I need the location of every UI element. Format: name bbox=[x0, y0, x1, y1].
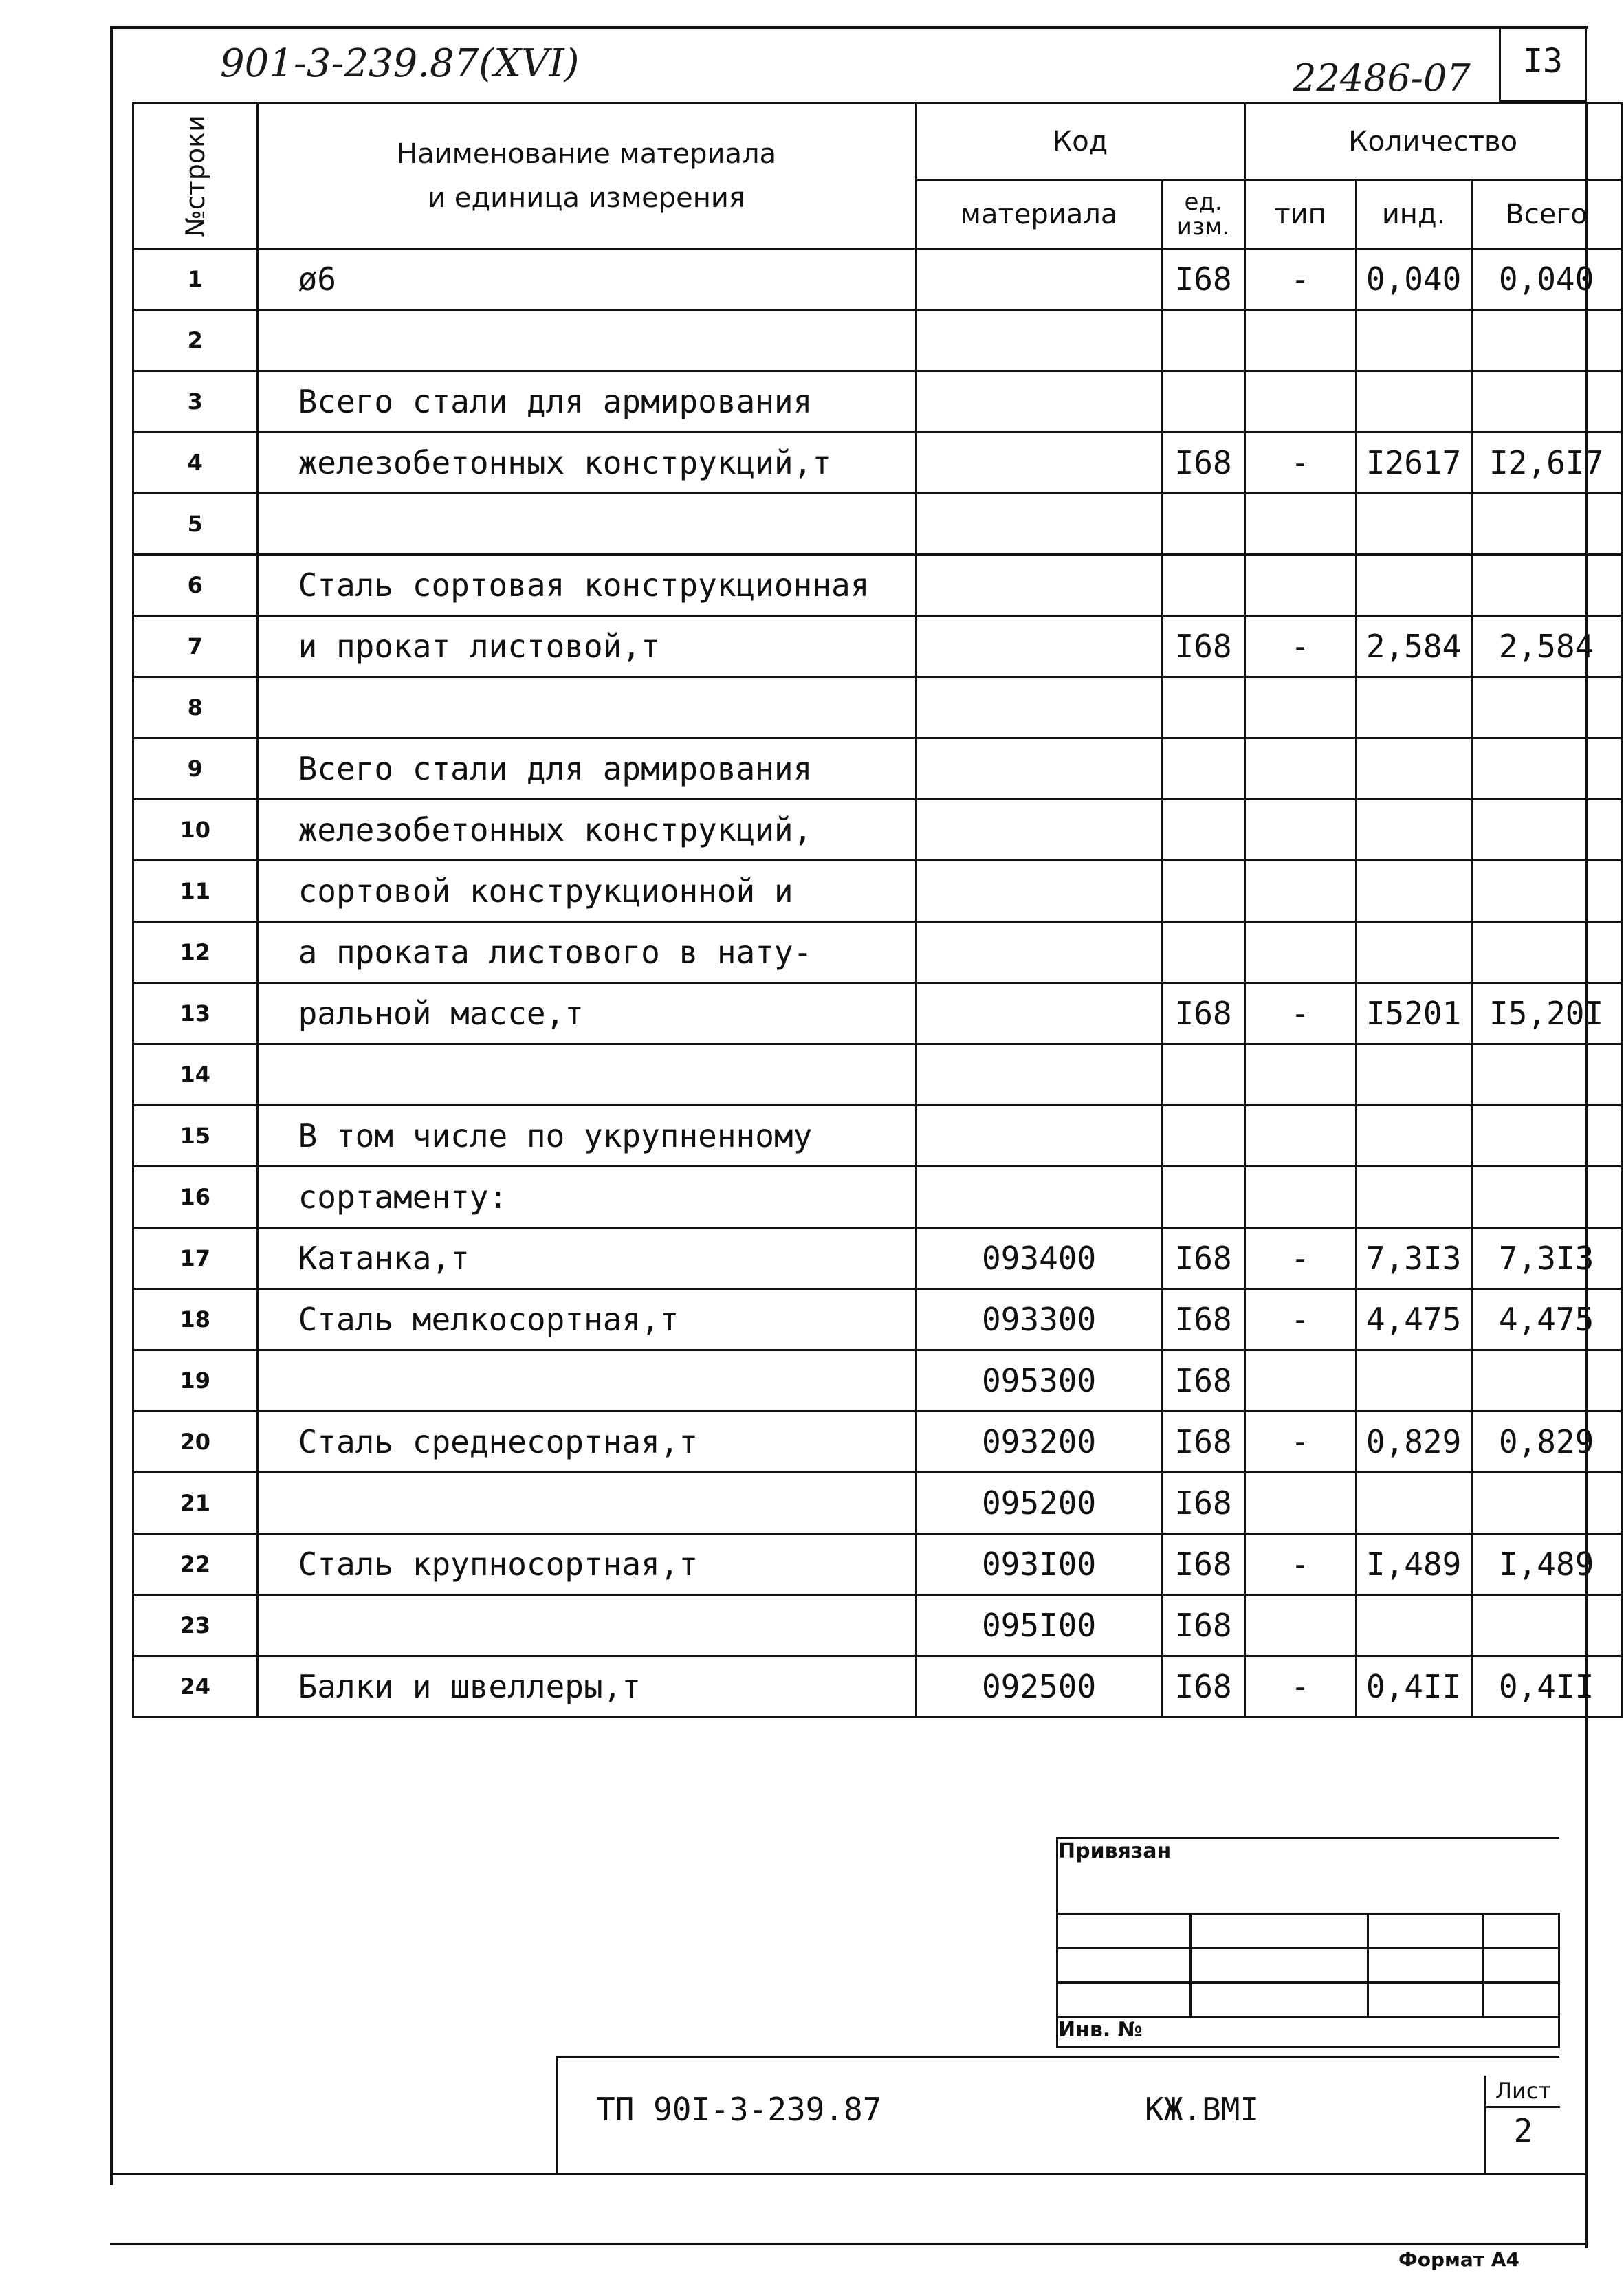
material-name-cell bbox=[257, 1595, 916, 1656]
table-row bbox=[133, 432, 1622, 494]
material-name-cell bbox=[257, 1473, 916, 1534]
material-code-cell bbox=[916, 249, 1162, 310]
row-number-cell: 15 bbox=[133, 1106, 258, 1167]
col-material-header: материала bbox=[916, 180, 1162, 249]
quantity-ind-cell bbox=[1356, 1167, 1471, 1228]
unit-code-cell bbox=[1162, 800, 1244, 861]
stamp-cell bbox=[1057, 1914, 1191, 1948]
unit-code-cell: I68 bbox=[1162, 616, 1244, 677]
table-row bbox=[133, 494, 1622, 555]
doc-ref: 901-3-239.87(XVI) bbox=[220, 41, 580, 86]
quantity-total-cell: 4,475 bbox=[1471, 1289, 1621, 1350]
col-rownum-header bbox=[133, 103, 258, 249]
unit-code-cell: I68 bbox=[1162, 1595, 1244, 1656]
material-code-cell bbox=[916, 310, 1162, 371]
quantity-total-cell: 0,040 bbox=[1471, 249, 1621, 310]
table-row bbox=[133, 1412, 1622, 1473]
material-name-cell bbox=[257, 310, 916, 371]
quantity-ind-cell: I2617 bbox=[1356, 432, 1471, 494]
quantity-total-cell bbox=[1471, 555, 1621, 616]
material-name-cell: железобетонных конструкций, bbox=[257, 800, 916, 861]
col-name-header bbox=[257, 103, 916, 249]
material-code-cell bbox=[916, 800, 1162, 861]
quantity-type-cell: - bbox=[1244, 1412, 1356, 1473]
quantity-ind-cell bbox=[1356, 861, 1471, 922]
code-group-label: Код bbox=[1052, 125, 1108, 157]
quantity-total-cell bbox=[1471, 1106, 1621, 1167]
sheet-label: Лист bbox=[1486, 2076, 1560, 2108]
quantity-total-cell bbox=[1471, 677, 1621, 738]
material-code-cell: 093300 bbox=[916, 1289, 1162, 1350]
table-row bbox=[133, 616, 1622, 677]
material-code-cell: 095200 bbox=[916, 1473, 1162, 1534]
stamp-cell bbox=[1057, 1948, 1191, 1983]
table-row bbox=[133, 371, 1622, 432]
quantity-total-cell: I2,6I7 bbox=[1471, 432, 1621, 494]
spec-table bbox=[132, 102, 1623, 1718]
row-number-cell: 1 bbox=[133, 249, 258, 310]
material-code-cell bbox=[916, 494, 1162, 555]
quantity-type-cell bbox=[1244, 1473, 1356, 1534]
table-row bbox=[133, 677, 1622, 738]
col-ind-header: инд. bbox=[1356, 180, 1471, 249]
unit-code-cell bbox=[1162, 1167, 1244, 1228]
unit-code-cell bbox=[1162, 310, 1244, 371]
material-name-cell: Балки и швеллеры,т bbox=[257, 1656, 916, 1717]
rownum-header-label: №строки bbox=[179, 114, 210, 237]
quantity-ind-cell: 0,040 bbox=[1356, 249, 1471, 310]
quantity-type-cell bbox=[1244, 1106, 1356, 1167]
stamp-cell bbox=[1484, 1914, 1559, 1948]
document-mark: КЖ.ВМI bbox=[1145, 2091, 1260, 2128]
quantity-total-cell bbox=[1471, 310, 1621, 371]
quantity-type-cell: - bbox=[1244, 1289, 1356, 1350]
row-number-cell: 19 bbox=[133, 1350, 258, 1412]
table-row bbox=[133, 922, 1622, 983]
row-number-cell: 17 bbox=[133, 1228, 258, 1289]
row-number-cell: 11 bbox=[133, 861, 258, 922]
material-code-cell bbox=[916, 371, 1162, 432]
quantity-total-cell: 2,584 bbox=[1471, 616, 1621, 677]
page-number-box bbox=[1499, 26, 1587, 102]
material-code-cell: 092500 bbox=[916, 1656, 1162, 1717]
table-row bbox=[133, 1289, 1622, 1350]
table-row bbox=[133, 983, 1622, 1044]
quantity-total-cell bbox=[1471, 1044, 1621, 1106]
frame-left-line bbox=[110, 26, 113, 2185]
row-number-cell: 10 bbox=[133, 800, 258, 861]
quantity-type-cell bbox=[1244, 310, 1356, 371]
material-code-cell bbox=[916, 432, 1162, 494]
quantity-ind-cell bbox=[1356, 1595, 1471, 1656]
unit-code-cell bbox=[1162, 861, 1244, 922]
material-code-cell: 093200 bbox=[916, 1412, 1162, 1473]
material-code-cell bbox=[916, 1106, 1162, 1167]
unit-code-cell bbox=[1162, 555, 1244, 616]
row-number-cell: 13 bbox=[133, 983, 258, 1044]
unit-code-cell: I68 bbox=[1162, 1473, 1244, 1534]
unit-code-cell bbox=[1162, 371, 1244, 432]
quantity-ind-cell bbox=[1356, 800, 1471, 861]
stamp-cell bbox=[1368, 1948, 1484, 1983]
quantity-type-cell bbox=[1244, 1167, 1356, 1228]
row-number-cell: 18 bbox=[133, 1289, 258, 1350]
quantity-type-cell bbox=[1244, 494, 1356, 555]
table-row bbox=[133, 1167, 1622, 1228]
quantity-type-cell bbox=[1244, 738, 1356, 800]
stamp-cell bbox=[1191, 1983, 1368, 2017]
material-name-cell: Сталь мелкосортная,т bbox=[257, 1289, 916, 1350]
project-code: ТП 90I-3-239.87 bbox=[596, 2091, 882, 2128]
table-row bbox=[133, 800, 1622, 861]
material-name-cell: ø6 bbox=[257, 249, 916, 310]
quantity-ind-cell: 7,3I3 bbox=[1356, 1228, 1471, 1289]
material-name-cell: Сталь сортовая конструкционная bbox=[257, 555, 916, 616]
sheet-number: 2 bbox=[1513, 2112, 1533, 2149]
quantity-total-cell bbox=[1471, 1167, 1621, 1228]
quantity-total-cell: 0,4II bbox=[1471, 1656, 1621, 1717]
material-code-cell bbox=[916, 677, 1162, 738]
frame-bottom-line bbox=[110, 2173, 1588, 2175]
material-name-cell: Всего стали для армирования bbox=[257, 738, 916, 800]
attached-label: Привязан bbox=[1058, 1839, 1172, 1863]
quantity-type-cell: - bbox=[1244, 1228, 1356, 1289]
table-row bbox=[133, 249, 1622, 310]
quantity-ind-cell bbox=[1356, 371, 1471, 432]
unit-code-cell bbox=[1162, 922, 1244, 983]
table-row bbox=[133, 1044, 1622, 1106]
material-name-cell: сортовой конструкционной и bbox=[257, 861, 916, 922]
material-code-cell bbox=[916, 983, 1162, 1044]
quantity-total-cell bbox=[1471, 861, 1621, 922]
quantity-ind-cell bbox=[1356, 677, 1471, 738]
quantity-total-cell bbox=[1471, 800, 1621, 861]
quantity-ind-cell bbox=[1356, 1044, 1471, 1106]
row-number-cell: 23 bbox=[133, 1595, 258, 1656]
page-number: I3 bbox=[1523, 42, 1563, 80]
format-line bbox=[110, 2243, 1588, 2245]
material-name-cell bbox=[257, 677, 916, 738]
material-name-cell bbox=[257, 1350, 916, 1412]
quantity-total-cell: I,489 bbox=[1471, 1534, 1621, 1595]
quantity-ind-cell bbox=[1356, 922, 1471, 983]
table-row bbox=[133, 738, 1622, 800]
unit-code-cell bbox=[1162, 1044, 1244, 1106]
quantity-ind-cell: 4,475 bbox=[1356, 1289, 1471, 1350]
table-row bbox=[133, 1473, 1622, 1534]
quantity-type-cell bbox=[1244, 1595, 1356, 1656]
quantity-type-cell: - bbox=[1244, 432, 1356, 494]
material-code-cell bbox=[916, 1167, 1162, 1228]
stamp-cell bbox=[1191, 1914, 1368, 1948]
quantity-ind-cell bbox=[1356, 1106, 1471, 1167]
table-row bbox=[133, 1106, 1622, 1167]
quantity-total-cell: 7,3I3 bbox=[1471, 1228, 1621, 1289]
row-number-cell: 4 bbox=[133, 432, 258, 494]
row-number-cell: 5 bbox=[133, 494, 258, 555]
row-number-cell: 2 bbox=[133, 310, 258, 371]
stamp-cell bbox=[1368, 1914, 1484, 1948]
quantity-ind-cell bbox=[1356, 1473, 1471, 1534]
row-number-cell: 6 bbox=[133, 555, 258, 616]
unit-code-cell: I68 bbox=[1162, 1350, 1244, 1412]
quantity-total-cell bbox=[1471, 922, 1621, 983]
material-name-cell: Сталь среднесортная,т bbox=[257, 1412, 916, 1473]
quantity-total-cell bbox=[1471, 494, 1621, 555]
inv-cell bbox=[1057, 2017, 1559, 2047]
format-label: Формат А4 bbox=[1398, 2248, 1519, 2271]
unit-code-cell: I68 bbox=[1162, 983, 1244, 1044]
sheet-box bbox=[1484, 2076, 1560, 2175]
unit-header-label: ед. изм. bbox=[1176, 188, 1230, 241]
title-block bbox=[556, 2056, 1559, 2173]
name-header-label: Наименование материала и единица измерения bbox=[397, 138, 777, 214]
quantity-ind-cell: I5201 bbox=[1356, 983, 1471, 1044]
unit-code-cell: I68 bbox=[1162, 249, 1244, 310]
material-code-cell bbox=[916, 922, 1162, 983]
stamp-cell bbox=[1484, 1948, 1559, 1983]
row-number-cell: 16 bbox=[133, 1167, 258, 1228]
quantity-total-cell: 0,829 bbox=[1471, 1412, 1621, 1473]
material-name-cell: ральной массе,т bbox=[257, 983, 916, 1044]
unit-code-cell: I68 bbox=[1162, 1412, 1244, 1473]
row-number-cell: 12 bbox=[133, 922, 258, 983]
quantity-ind-cell: 0,4II bbox=[1356, 1656, 1471, 1717]
material-code-cell bbox=[916, 555, 1162, 616]
unit-code-cell bbox=[1162, 1106, 1244, 1167]
unit-code-cell: I68 bbox=[1162, 1534, 1244, 1595]
row-number-cell: 7 bbox=[133, 616, 258, 677]
unit-code-cell bbox=[1162, 677, 1244, 738]
quantity-ind-cell bbox=[1356, 738, 1471, 800]
unit-code-cell: I68 bbox=[1162, 1656, 1244, 1717]
quantity-ind-cell: 2,584 bbox=[1356, 616, 1471, 677]
stamp-cell bbox=[1191, 1948, 1368, 1983]
quantity-ind-cell bbox=[1356, 494, 1471, 555]
quantity-ind-cell: 0,829 bbox=[1356, 1412, 1471, 1473]
table-row bbox=[133, 555, 1622, 616]
material-code-cell: 095I00 bbox=[916, 1595, 1162, 1656]
unit-code-cell bbox=[1162, 494, 1244, 555]
unit-code-cell: I68 bbox=[1162, 1228, 1244, 1289]
row-number-cell: 14 bbox=[133, 1044, 258, 1106]
quantity-total-cell bbox=[1471, 1473, 1621, 1534]
table-row bbox=[133, 1350, 1622, 1412]
unit-code-cell: I68 bbox=[1162, 432, 1244, 494]
quantity-type-cell bbox=[1244, 922, 1356, 983]
quantity-total-cell bbox=[1471, 1595, 1621, 1656]
inventory-number: 22486-07 bbox=[1293, 56, 1471, 100]
material-code-cell: 093400 bbox=[916, 1228, 1162, 1289]
table-row bbox=[133, 1534, 1622, 1595]
quantity-total-cell bbox=[1471, 738, 1621, 800]
stamp-cell bbox=[1368, 1983, 1484, 2017]
material-name-cell bbox=[257, 1044, 916, 1106]
material-name-cell: и прокат листовой,т bbox=[257, 616, 916, 677]
unit-code-cell bbox=[1162, 738, 1244, 800]
quantity-ind-cell bbox=[1356, 310, 1471, 371]
quantity-type-cell: - bbox=[1244, 1534, 1356, 1595]
row-number-cell: 20 bbox=[133, 1412, 258, 1473]
material-name-cell: Катанка,т bbox=[257, 1228, 916, 1289]
quantity-type-cell bbox=[1244, 371, 1356, 432]
quantity-total-cell bbox=[1471, 1350, 1621, 1412]
material-name-cell: сортаменту: bbox=[257, 1167, 916, 1228]
row-number-cell: 9 bbox=[133, 738, 258, 800]
inv-label: Инв. № bbox=[1058, 2018, 1143, 2042]
col-quantity-group-header bbox=[1244, 103, 1621, 180]
row-number-cell: 21 bbox=[133, 1473, 258, 1534]
stamp-cell bbox=[1057, 1983, 1191, 2017]
material-name-cell: железобетонных конструкций,т bbox=[257, 432, 916, 494]
quantity-ind-cell: I,489 bbox=[1356, 1534, 1471, 1595]
quantity-type-cell: - bbox=[1244, 983, 1356, 1044]
row-number-cell: 8 bbox=[133, 677, 258, 738]
quantity-type-cell bbox=[1244, 1350, 1356, 1412]
quantity-total-cell bbox=[1471, 371, 1621, 432]
material-name-cell: В том числе по укрупненному bbox=[257, 1106, 916, 1167]
table-row bbox=[133, 1228, 1622, 1289]
table-row bbox=[133, 1656, 1622, 1717]
frame-top-line bbox=[110, 26, 1588, 29]
material-name-cell: а проката листового в нату- bbox=[257, 922, 916, 983]
quantity-type-cell: - bbox=[1244, 616, 1356, 677]
quantity-type-cell bbox=[1244, 861, 1356, 922]
table-row bbox=[133, 861, 1622, 922]
quantity-type-cell: - bbox=[1244, 1656, 1356, 1717]
material-code-cell bbox=[916, 1044, 1162, 1106]
row-number-cell: 22 bbox=[133, 1534, 258, 1595]
col-total-header: Всего bbox=[1471, 180, 1621, 249]
unit-code-cell: I68 bbox=[1162, 1289, 1244, 1350]
row-number-cell: 24 bbox=[133, 1656, 258, 1717]
spec-table-body bbox=[133, 249, 1622, 1717]
quantity-type-cell bbox=[1244, 800, 1356, 861]
material-code-cell bbox=[916, 616, 1162, 677]
material-code-cell bbox=[916, 861, 1162, 922]
table-row bbox=[133, 1595, 1622, 1656]
quantity-type-cell bbox=[1244, 555, 1356, 616]
attached-cell bbox=[1057, 1838, 1559, 1914]
attachment-stamp bbox=[1056, 1837, 1560, 2048]
quantity-ind-cell bbox=[1356, 555, 1471, 616]
material-name-cell bbox=[257, 494, 916, 555]
col-type-header: тип bbox=[1244, 180, 1356, 249]
material-code-cell bbox=[916, 738, 1162, 800]
stamp-cell bbox=[1484, 1983, 1559, 2017]
material-name-cell: Сталь крупносортная,т bbox=[257, 1534, 916, 1595]
quantity-type-cell bbox=[1244, 1044, 1356, 1106]
quantity-type-cell: - bbox=[1244, 249, 1356, 310]
table-row bbox=[133, 310, 1622, 371]
quantity-total-cell: I5,20I bbox=[1471, 983, 1621, 1044]
col-unit-header bbox=[1162, 180, 1244, 249]
material-code-cell: 093I00 bbox=[916, 1534, 1162, 1595]
material-name-cell: Всего стали для армирования bbox=[257, 371, 916, 432]
material-code-cell: 095300 bbox=[916, 1350, 1162, 1412]
row-number-cell: 3 bbox=[133, 371, 258, 432]
col-code-group-header bbox=[916, 103, 1244, 180]
quantity-ind-cell bbox=[1356, 1350, 1471, 1412]
quantity-group-label: Количество bbox=[1348, 125, 1518, 157]
quantity-type-cell bbox=[1244, 677, 1356, 738]
